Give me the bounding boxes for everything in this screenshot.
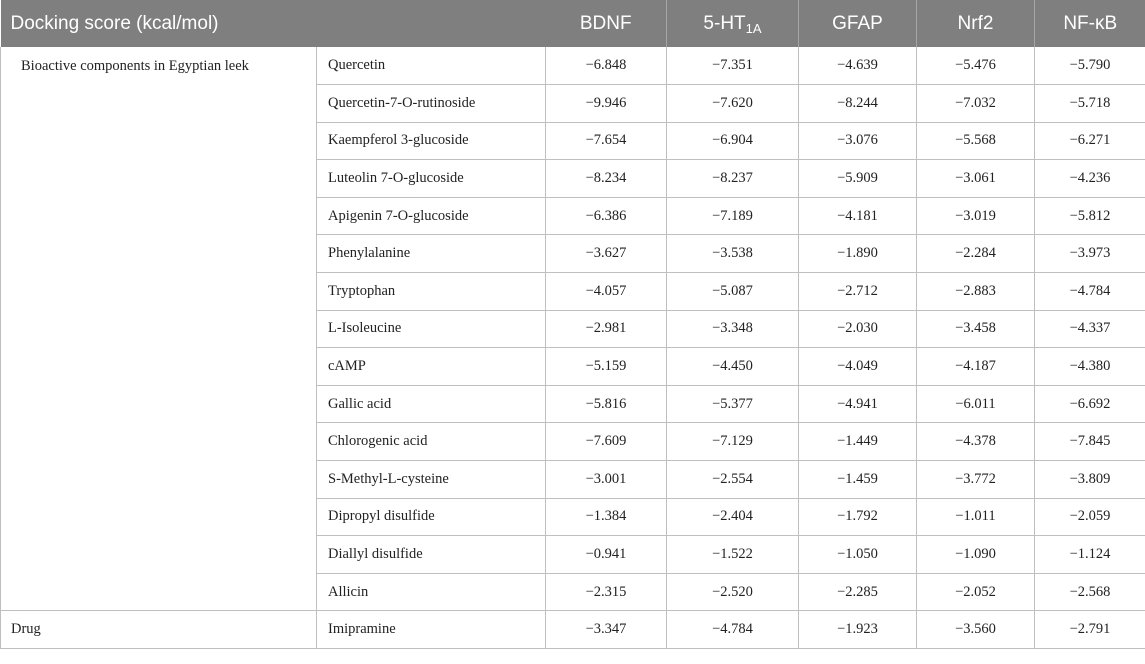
compound-name: Phenylalanine [317,235,546,273]
score-bdnf: −6.386 [546,197,667,235]
group-label: Bioactive components in Egyptian leek [1,47,317,611]
compound-name: S-Methyl-L-cysteine [317,461,546,499]
score-nrf2: −2.284 [917,235,1035,273]
score-nfkb: −3.809 [1035,461,1145,499]
header-row [1,0,1145,47]
score-gfap: −1.792 [799,498,917,536]
table-body [1,47,1145,649]
score-bdnf: −4.057 [546,273,667,311]
compound-name: Imipramine [317,611,546,649]
compound-name: Dipropyl disulfide [317,498,546,536]
score-bdnf: −2.315 [546,573,667,611]
score-nfkb: −2.568 [1035,573,1145,611]
score-nfkb: −4.236 [1035,160,1145,198]
score-gfap: −1.459 [799,461,917,499]
score-5ht1a: −7.129 [667,423,799,461]
score-bdnf: −5.159 [546,348,667,386]
score-5ht1a: −1.522 [667,536,799,574]
score-bdnf: −3.347 [546,611,667,649]
header-nfkb: NF-κB [1035,0,1145,47]
score-nrf2: −1.011 [917,498,1035,536]
score-nrf2: −3.019 [917,197,1035,235]
score-nrf2: −3.560 [917,611,1035,649]
score-nrf2: −3.458 [917,310,1035,348]
score-nrf2: −2.883 [917,273,1035,311]
score-nfkb: −6.692 [1035,385,1145,423]
score-nrf2: −3.061 [917,160,1035,198]
group-label: Drug [1,611,317,649]
score-gfap: −2.712 [799,273,917,311]
compound-name: Chlorogenic acid [317,423,546,461]
score-nfkb: −4.784 [1035,273,1145,311]
compound-name: Luteolin 7-O-glucoside [317,160,546,198]
score-bdnf: −6.848 [546,47,667,85]
score-nrf2: −2.052 [917,573,1035,611]
score-gfap: −2.285 [799,573,917,611]
score-5ht1a: −3.348 [667,310,799,348]
score-nfkb: −5.718 [1035,85,1145,123]
compound-name: Tryptophan [317,273,546,311]
score-nrf2: −6.011 [917,385,1035,423]
score-5ht1a: −3.538 [667,235,799,273]
header-5ht-subscript: 1A [745,20,762,36]
score-nfkb: −2.791 [1035,611,1145,649]
header-bdnf: BDNF [546,0,667,47]
score-5ht1a: −7.351 [667,47,799,85]
score-gfap: −2.030 [799,310,917,348]
score-nfkb: −4.337 [1035,310,1145,348]
score-5ht1a: −7.620 [667,85,799,123]
score-nfkb: −3.973 [1035,235,1145,273]
score-5ht1a: −6.904 [667,122,799,160]
header-5ht-text: 5-HT [703,12,746,34]
table-row [1,611,1145,649]
score-nfkb: −4.380 [1035,348,1145,386]
score-5ht1a: −7.189 [667,197,799,235]
score-bdnf: −7.609 [546,423,667,461]
score-5ht1a: −2.520 [667,573,799,611]
score-gfap: −4.639 [799,47,917,85]
score-gfap: −4.049 [799,348,917,386]
compound-name: Quercetin [317,47,546,85]
score-bdnf: −2.981 [546,310,667,348]
header-5ht1a [667,0,799,47]
header-nrf2: Nrf2 [917,0,1035,47]
compound-name: Quercetin-7-O-rutinoside [317,85,546,123]
score-nfkb: −6.271 [1035,122,1145,160]
score-bdnf: −3.627 [546,235,667,273]
score-gfap: −8.244 [799,85,917,123]
score-nrf2: −5.476 [917,47,1035,85]
score-5ht1a: −2.404 [667,498,799,536]
score-gfap: −1.890 [799,235,917,273]
score-gfap: −4.181 [799,197,917,235]
score-bdnf: −9.946 [546,85,667,123]
score-gfap: −3.076 [799,122,917,160]
score-gfap: −5.909 [799,160,917,198]
score-5ht1a: −4.450 [667,348,799,386]
compound-name: cAMP [317,348,546,386]
score-nrf2: −3.772 [917,461,1035,499]
score-5ht1a: −4.784 [667,611,799,649]
compound-name: Diallyl disulfide [317,536,546,574]
score-bdnf: −3.001 [546,461,667,499]
compound-name: Kaempferol 3-glucoside [317,122,546,160]
score-5ht1a: −5.087 [667,273,799,311]
table-row [1,47,1145,85]
score-gfap: −4.941 [799,385,917,423]
score-5ht1a: −5.377 [667,385,799,423]
score-nfkb: −5.812 [1035,197,1145,235]
score-5ht1a: −8.237 [667,160,799,198]
score-nrf2: −5.568 [917,122,1035,160]
compound-name: L-Isoleucine [317,310,546,348]
compound-name: Apigenin 7-O-glucoside [317,197,546,235]
score-nrf2: −1.090 [917,536,1035,574]
score-nrf2: −4.378 [917,423,1035,461]
score-nfkb: −7.845 [1035,423,1145,461]
header-title: Docking score (kcal/mol) [1,0,546,47]
table-header [1,0,1145,47]
header-gfap: GFAP [799,0,917,47]
score-bdnf: −0.941 [546,536,667,574]
score-nfkb: −5.790 [1035,47,1145,85]
score-gfap: −1.050 [799,536,917,574]
compound-name: Gallic acid [317,385,546,423]
score-bdnf: −8.234 [546,160,667,198]
score-nfkb: −2.059 [1035,498,1145,536]
score-nrf2: −4.187 [917,348,1035,386]
score-nrf2: −7.032 [917,85,1035,123]
compound-name: Allicin [317,573,546,611]
score-5ht1a: −2.554 [667,461,799,499]
score-gfap: −1.449 [799,423,917,461]
score-bdnf: −1.384 [546,498,667,536]
score-nfkb: −1.124 [1035,536,1145,574]
score-gfap: −1.923 [799,611,917,649]
score-bdnf: −5.816 [546,385,667,423]
score-bdnf: −7.654 [546,122,667,160]
